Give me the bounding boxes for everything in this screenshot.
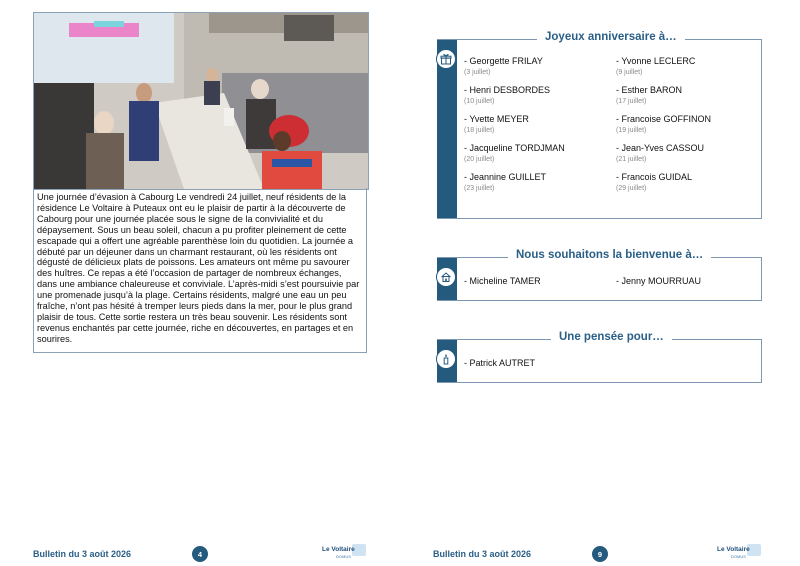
list-item — [464, 358, 616, 369]
person-name: - Jenny MOURRUAU — [616, 276, 702, 286]
article-text: Une journée d’évasion à Cabourg Le vendredi 24 juillet, neuf résidents de la résidence Le Voltaire à Puteaux ont eu le plaisir de partir à la découverte de Cabourg pour une journée placée sous le signe de la convivialité et du dépaysement. Sous un beau soleil, chacun a pu profiter pleinement de cette escapade qui a offert une agréable parenthèse loin du quotidien. La journée a débuté par un déjeuner dans un charmant restaurant, où les résidents ont dégusté de délicieux plats de poissons. Les amateurs ont même pu savourer des huîtres. Ce repas a été l’occasion de partager de nombreux échanges, dans une ambiance chaleureuse et conviviale. L’après-midi s’est poursuivie par une promenade jusqu’à la plage. Certains résidents, malgré une eau un peu fraîche, n’ont pas hésité à tremper leurs pieds dans la mer, pour le plus grand plaisir de tous. Cette sortie restera un très beau souvenir. Les résidents sont revenus enchantés par cette journée, riche en découvertes, en partages et en sourires. — [37, 192, 360, 344]
list-item — [464, 172, 616, 193]
person-name: - Jean-Yves CASSOU — [616, 143, 705, 153]
person-date: (23 juillet) — [464, 185, 495, 192]
person-name: - Jacqueline TORDJMAN — [464, 143, 565, 153]
birthday-section — [437, 31, 762, 219]
footer-right — [433, 545, 531, 563]
bulletin-date: Bulletin du 3 août 2026 — [433, 549, 532, 559]
bulletin-date: Bulletin du 3 août 2026 — [33, 549, 132, 559]
person-date: (20 juillet) — [464, 156, 495, 163]
list-item — [616, 114, 756, 135]
person-date: (21 juillet) — [616, 156, 647, 163]
footer-left — [33, 545, 131, 563]
list-item — [464, 85, 616, 106]
logo-subtext: DOMUS — [336, 554, 351, 559]
person-date: (3 juillet) — [464, 69, 491, 76]
house-icon — [436, 267, 456, 287]
birthday-list — [464, 56, 753, 193]
person-date: (18 juillet) — [464, 127, 495, 134]
welcome-list — [464, 276, 753, 287]
person-name: - Henri DESBORDES — [464, 85, 551, 95]
list-item — [464, 56, 616, 77]
logo-text: Le Voltaire — [322, 546, 355, 553]
person-name: - Francoise GOFFINON — [616, 114, 712, 124]
page-number: 4 — [192, 546, 208, 562]
gift-icon — [436, 49, 456, 69]
person-name: - Georgette FRILAY — [464, 56, 543, 66]
voltaire-logo — [322, 544, 370, 560]
logo-subtext: DOMUS — [731, 554, 746, 559]
person-name: - Patrick AUTRET — [464, 358, 536, 368]
section-title: Joyeux anniversaire à… — [537, 31, 685, 43]
candle-icon — [436, 349, 456, 369]
list-item — [464, 276, 616, 287]
voltaire-logo — [717, 544, 765, 560]
section-title: Une pensée pour… — [551, 331, 672, 343]
list-item — [616, 56, 756, 77]
list-item — [464, 114, 616, 135]
person-date: (29 juillet) — [616, 185, 647, 192]
memorial-section — [437, 331, 762, 383]
section-title: Nous souhaitons la bienvenue à… — [508, 249, 711, 261]
person-name: - Micheline TAMER — [464, 276, 541, 286]
welcome-section — [437, 249, 762, 301]
person-name: - Jeannine GUILLET — [464, 172, 547, 182]
list-item — [616, 276, 756, 287]
person-date: (10 juillet) — [464, 98, 495, 105]
person-date: (17 juillet) — [616, 98, 647, 105]
person-name: - Yvette MEYER — [464, 114, 529, 124]
list-item — [616, 143, 756, 164]
page-number: 9 — [592, 546, 608, 562]
list-item — [616, 172, 756, 193]
list-item — [464, 143, 616, 164]
person-name: - Esther BARON — [616, 85, 683, 95]
article-box — [33, 188, 367, 353]
person-name: - Yvonne LECLERC — [616, 56, 696, 66]
memorial-list — [464, 358, 753, 369]
list-item — [616, 85, 756, 106]
person-date: (9 juillet) — [616, 69, 643, 76]
logo-text: Le Voltaire — [717, 546, 750, 553]
person-name: - Francois GUIDAL — [616, 172, 693, 182]
group-photo — [33, 12, 369, 190]
person-date: (19 juillet) — [616, 127, 647, 134]
